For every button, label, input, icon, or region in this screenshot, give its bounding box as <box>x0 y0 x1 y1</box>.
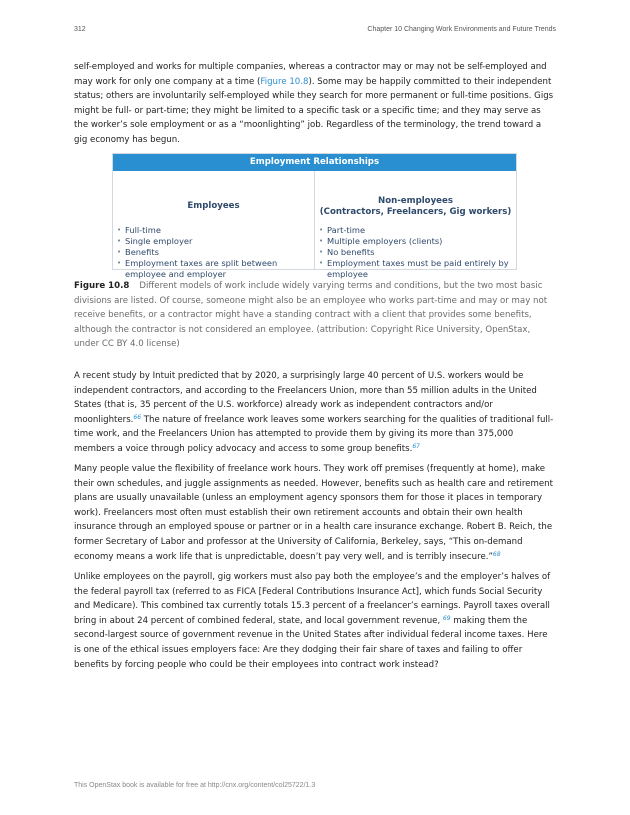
paragraph-2-text-a: A recent study by Intuit predicted that by 2020, a surprisingly large 40 percent of U.S. workers would be independent contractors, and according to the Freelancers Union, more than 55 million adults in the United States (that is, 35 percent of the U.S. workforce) already work as independent contractors and/or moonlighters. <box>74 371 537 425</box>
employees-list <box>117 225 308 280</box>
list-item: • Single employer <box>117 236 308 247</box>
non-employees-list <box>319 225 510 280</box>
page-number: 312 <box>74 26 86 33</box>
figure-columns <box>113 171 516 279</box>
list-item: • Multiple employers (clients) <box>319 236 510 247</box>
list-item: • Employment taxes must be paid entirely by employee <box>319 258 510 280</box>
page-footer: This OpenStax book is available for free at http://cnx.org/content/col25722/1.3 <box>74 782 316 789</box>
paragraph-3 <box>74 462 556 564</box>
paragraph-2 <box>74 369 556 457</box>
paragraph-1-text-a: self-employed and works for multiple companies, whereas a contractor may or may not be self-employed and may work for only one company at a time ( <box>74 62 547 87</box>
figure-10-8-link[interactable]: Figure 10.8 <box>260 76 309 87</box>
non-employees-heading <box>315 196 516 218</box>
running-header: Chapter 10 Changing Work Environments and Future Trends <box>367 26 556 33</box>
paragraph-1 <box>74 60 556 148</box>
employees-column <box>113 171 315 279</box>
footnote-68-link[interactable]: 68 <box>492 550 501 558</box>
employment-relationships-figure <box>112 153 517 279</box>
paragraph-4-text-a: Unlike employees on the payroll, gig workers must also pay both the employee’s and the employer’s halves of the federal payroll tax (referred to as FICA [Federal Contributions Insurance Act], which funds Social Security and Medicare). This combined tax currently totals 15.3 percent of a freelancer’s earnings. Payroll taxes overall bring in about 24 percent of combined federal, state, and local government revenue, <box>74 572 551 626</box>
list-item: • Part-time <box>319 225 510 236</box>
paragraph-1-text-b: ). Some may be happily committed to their independent status; others are involuntarily self-employed while they search for more permanent or full-time positions. Gigs might be full- or part-time; they might be limited to a specific task or a specific time; and they may serve as the worker’s sole employment or as a “moonlighting” job. Regardless of the terminology, the trend toward a gig economy has begun. <box>74 76 554 145</box>
employees-heading: Employees <box>187 201 240 211</box>
list-item: • Benefits <box>117 247 308 258</box>
paragraph-2-text-b: The nature of freelance work leaves some workers searching for the qualities of traditional full-time work, and the Freelancers Union has attempted to provide them by giving its more than 375,000 members a voice through policy advocacy and access to some group benefits. <box>74 414 554 454</box>
list-item: • Full-time <box>117 225 308 236</box>
footnote-67-link[interactable]: 67 <box>412 442 420 450</box>
non-employees-heading-line-2: (Contractors, Freelancers, Gig workers) <box>319 207 512 217</box>
figure-caption <box>74 279 556 352</box>
paragraph-3-text: Many people value the flexibility of freelance work hours. They work off premises (frequently at home), make their own schedules, and juggle assignments as needed. However, benefits such as health care and retirement plans are usually unavailable (unless an employment agency sponsors them for those it places in temporary work). Freelancers most often must establish their own retirement accounts and obtain their own health insurance through an employed spouse or partner or in a health care insurance exchange. Robert B. Reich, the former Secretary of Labor and professor at the University of California, Berkeley, says, “This on-demand economy means a work life that is unpredictable, doesn’t pay very well, and is terribly insecure.” <box>74 464 553 562</box>
non-employees-heading-line-1: Non-employees <box>378 196 453 206</box>
footnote-69-link[interactable]: 69 <box>442 614 451 622</box>
figure-caption-label: Figure 10.8 <box>74 281 130 291</box>
list-item: • No benefits <box>319 247 510 258</box>
figure-title: Employment Relationships <box>113 154 516 171</box>
paragraph-4 <box>74 570 556 672</box>
footnote-66-link[interactable]: 66 <box>133 413 142 421</box>
non-employees-column <box>315 171 516 279</box>
list-item: • Employment taxes are split between employee and employer <box>117 258 308 280</box>
figure-caption-text: Different models of work include widely varying terms and conditions, but the two most basic divisions are listed. Of course, someone might also be an employee who works part-time and may or may not receive benefits, or a contractor might have a standing contract with a client that provides some benefits, although the contractor is not considered an employee. (attribution: Copyright Rice University, OpenStax, under CC BY 4.0 license) <box>74 281 548 350</box>
paragraph-4-text-b: making them the second-largest source of government revenue in the United States after individual federal income taxes. Here is one of the ethical issues employers face: Are they dodging their fair share of taxes and failing to offer benefits by forcing people who could be their employees into contract work instead? <box>74 615 548 670</box>
